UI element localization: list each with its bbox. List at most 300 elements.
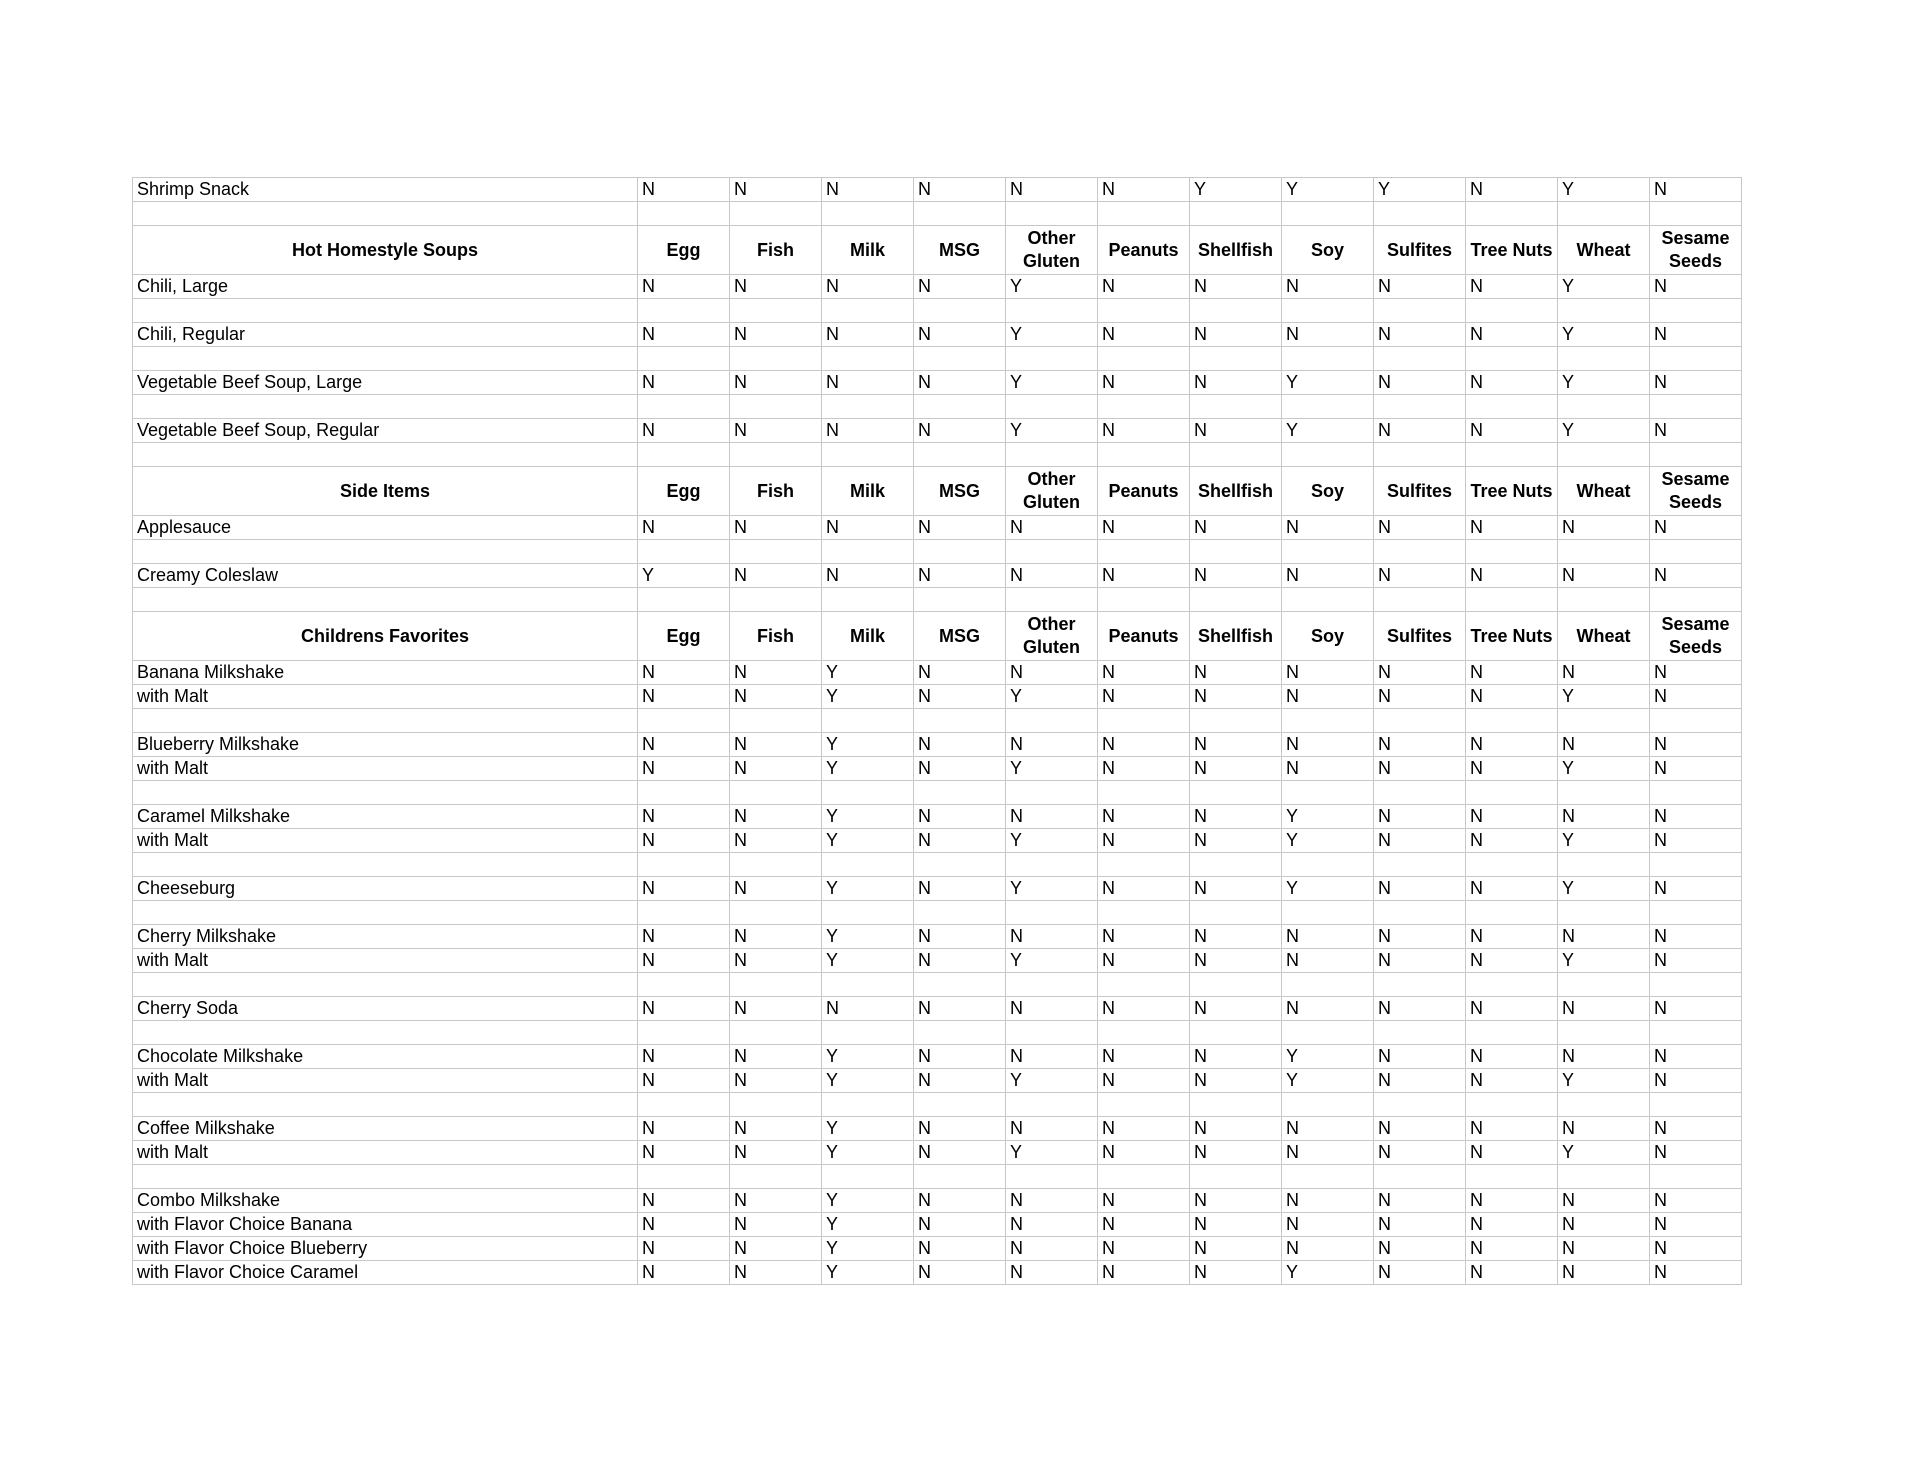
allergen-value: N bbox=[1098, 925, 1190, 949]
empty-cell bbox=[1650, 347, 1742, 371]
allergen-value: N bbox=[1282, 661, 1374, 685]
empty-cell bbox=[1006, 588, 1098, 612]
empty-cell bbox=[1006, 1165, 1098, 1189]
spacer-row bbox=[133, 901, 1742, 925]
allergen-value: N bbox=[914, 1045, 1006, 1069]
allergen-value: N bbox=[1190, 371, 1282, 395]
allergen-value: N bbox=[1006, 516, 1098, 540]
allergen-value: Y bbox=[1558, 757, 1650, 781]
allergen-value: N bbox=[914, 1261, 1006, 1285]
allergen-value: Y bbox=[822, 1189, 914, 1213]
empty-cell bbox=[133, 395, 638, 419]
allergen-value: N bbox=[1466, 685, 1558, 709]
allergen-value: N bbox=[638, 1045, 730, 1069]
allergen-value: N bbox=[638, 661, 730, 685]
allergen-value: N bbox=[1006, 925, 1098, 949]
empty-cell bbox=[730, 395, 822, 419]
allergen-value: N bbox=[1466, 925, 1558, 949]
item-name: Combo Milkshake bbox=[133, 1189, 638, 1213]
allergen-value: N bbox=[1650, 733, 1742, 757]
allergen-value: N bbox=[1098, 1261, 1190, 1285]
allergen-value: N bbox=[1098, 1213, 1190, 1237]
spacer-row bbox=[133, 443, 1742, 467]
allergen-header: Other Gluten bbox=[1006, 612, 1098, 661]
table-row bbox=[133, 1261, 1742, 1285]
allergen-value: Y bbox=[822, 757, 914, 781]
allergen-value: Y bbox=[822, 1069, 914, 1093]
empty-cell bbox=[1650, 853, 1742, 877]
empty-cell bbox=[638, 781, 730, 805]
allergen-value: N bbox=[1374, 275, 1466, 299]
allergen-value: N bbox=[914, 275, 1006, 299]
allergen-value: Y bbox=[822, 733, 914, 757]
allergen-value: N bbox=[1374, 925, 1466, 949]
allergen-value: N bbox=[822, 323, 914, 347]
empty-cell bbox=[1466, 901, 1558, 925]
allergen-value: N bbox=[822, 516, 914, 540]
allergen-value: N bbox=[1190, 564, 1282, 588]
allergen-value: N bbox=[1098, 661, 1190, 685]
item-name: Blueberry Milkshake bbox=[133, 733, 638, 757]
allergen-value: N bbox=[638, 685, 730, 709]
empty-cell bbox=[914, 540, 1006, 564]
allergen-value: N bbox=[1650, 1069, 1742, 1093]
allergen-value: N bbox=[914, 178, 1006, 202]
allergen-value: N bbox=[1650, 371, 1742, 395]
empty-cell bbox=[133, 443, 638, 467]
allergen-value: N bbox=[822, 419, 914, 443]
section-header-row bbox=[133, 467, 1742, 516]
allergen-value: N bbox=[1098, 877, 1190, 901]
allergen-value: N bbox=[1006, 564, 1098, 588]
allergen-value: N bbox=[1650, 323, 1742, 347]
empty-cell bbox=[1006, 709, 1098, 733]
empty-cell bbox=[1466, 853, 1558, 877]
allergen-value: N bbox=[1006, 1261, 1098, 1285]
allergen-value: Y bbox=[1282, 371, 1374, 395]
allergen-value: N bbox=[1190, 829, 1282, 853]
allergen-value: N bbox=[730, 564, 822, 588]
allergen-value: Y bbox=[1006, 757, 1098, 781]
item-name: with Malt bbox=[133, 685, 638, 709]
allergen-value: N bbox=[730, 925, 822, 949]
allergen-value: N bbox=[1374, 829, 1466, 853]
section-header-row bbox=[133, 612, 1742, 661]
allergen-value: Y bbox=[1282, 1261, 1374, 1285]
empty-cell bbox=[730, 1021, 822, 1045]
allergen-value: N bbox=[1650, 925, 1742, 949]
allergen-value: N bbox=[1650, 275, 1742, 299]
allergen-value: N bbox=[1190, 877, 1282, 901]
allergen-value: Y bbox=[822, 685, 914, 709]
allergen-value: N bbox=[1650, 877, 1742, 901]
allergen-value: N bbox=[1282, 275, 1374, 299]
allergen-value: N bbox=[1558, 925, 1650, 949]
allergen-value: Y bbox=[1282, 419, 1374, 443]
empty-cell bbox=[1098, 540, 1190, 564]
empty-cell bbox=[1006, 1093, 1098, 1117]
empty-cell bbox=[1190, 781, 1282, 805]
allergen-value: Y bbox=[1006, 1069, 1098, 1093]
empty-cell bbox=[1098, 395, 1190, 419]
empty-cell bbox=[1098, 901, 1190, 925]
allergen-value: N bbox=[1650, 564, 1742, 588]
empty-cell bbox=[133, 588, 638, 612]
allergen-value: Y bbox=[1282, 1069, 1374, 1093]
item-name: Caramel Milkshake bbox=[133, 805, 638, 829]
allergen-value: N bbox=[1374, 1069, 1466, 1093]
allergen-header: Milk bbox=[822, 226, 914, 275]
allergen-value: Y bbox=[822, 1261, 914, 1285]
allergen-value: N bbox=[1466, 1117, 1558, 1141]
empty-cell bbox=[1650, 443, 1742, 467]
allergen-value: N bbox=[822, 564, 914, 588]
allergen-value: N bbox=[1006, 178, 1098, 202]
allergen-value: Y bbox=[822, 1141, 914, 1165]
empty-cell bbox=[638, 901, 730, 925]
table-row bbox=[133, 564, 1742, 588]
allergen-value: N bbox=[1006, 805, 1098, 829]
empty-cell bbox=[1650, 540, 1742, 564]
empty-cell bbox=[1282, 540, 1374, 564]
allergen-value: N bbox=[1558, 564, 1650, 588]
table-row bbox=[133, 685, 1742, 709]
empty-cell bbox=[730, 781, 822, 805]
allergen-value: N bbox=[1098, 1117, 1190, 1141]
allergen-value: N bbox=[1374, 516, 1466, 540]
allergen-value: N bbox=[730, 1261, 822, 1285]
allergen-value: N bbox=[1282, 733, 1374, 757]
allergen-value: N bbox=[1558, 1213, 1650, 1237]
empty-cell bbox=[638, 202, 730, 226]
empty-cell bbox=[133, 1165, 638, 1189]
empty-cell bbox=[1190, 588, 1282, 612]
allergen-value: N bbox=[1374, 1261, 1466, 1285]
empty-cell bbox=[1374, 853, 1466, 877]
allergen-value: N bbox=[1466, 1213, 1558, 1237]
allergen-value: N bbox=[638, 1189, 730, 1213]
allergen-value: N bbox=[638, 949, 730, 973]
allergen-value: N bbox=[1650, 805, 1742, 829]
empty-cell bbox=[1282, 901, 1374, 925]
item-name: with Flavor Choice Blueberry bbox=[133, 1237, 638, 1261]
allergen-value: N bbox=[914, 733, 1006, 757]
empty-cell bbox=[1190, 540, 1282, 564]
empty-cell bbox=[914, 1021, 1006, 1045]
allergen-value: N bbox=[914, 1213, 1006, 1237]
empty-cell bbox=[1006, 443, 1098, 467]
allergen-value: N bbox=[638, 323, 730, 347]
empty-cell bbox=[1558, 395, 1650, 419]
section-header-row bbox=[133, 226, 1742, 275]
empty-cell bbox=[638, 299, 730, 323]
empty-cell bbox=[730, 540, 822, 564]
allergen-value: N bbox=[1466, 733, 1558, 757]
allergen-value: N bbox=[1282, 757, 1374, 781]
allergen-value: N bbox=[1098, 1141, 1190, 1165]
table-row bbox=[133, 1213, 1742, 1237]
allergen-value: N bbox=[730, 805, 822, 829]
allergen-value: N bbox=[914, 1189, 1006, 1213]
allergen-value: N bbox=[1098, 323, 1190, 347]
allergen-value: N bbox=[914, 661, 1006, 685]
empty-cell bbox=[1466, 202, 1558, 226]
empty-cell bbox=[1098, 1165, 1190, 1189]
allergen-value: N bbox=[638, 1117, 730, 1141]
allergen-value: Y bbox=[1006, 323, 1098, 347]
empty-cell bbox=[1558, 1021, 1650, 1045]
allergen-value: N bbox=[1374, 661, 1466, 685]
empty-cell bbox=[1466, 1021, 1558, 1045]
item-name: Cherry Milkshake bbox=[133, 925, 638, 949]
empty-cell bbox=[1006, 395, 1098, 419]
allergen-value: Y bbox=[638, 564, 730, 588]
empty-cell bbox=[1098, 588, 1190, 612]
empty-cell bbox=[1650, 202, 1742, 226]
allergen-value: N bbox=[1558, 1261, 1650, 1285]
item-name: with Malt bbox=[133, 1141, 638, 1165]
item-name: Cheeseburg bbox=[133, 877, 638, 901]
empty-cell bbox=[822, 709, 914, 733]
empty-cell bbox=[1558, 1093, 1650, 1117]
empty-cell bbox=[730, 299, 822, 323]
allergen-value: Y bbox=[1006, 877, 1098, 901]
allergen-value: N bbox=[1282, 323, 1374, 347]
item-name: with Malt bbox=[133, 1069, 638, 1093]
empty-cell bbox=[1558, 901, 1650, 925]
empty-cell bbox=[822, 588, 914, 612]
allergen-value: N bbox=[638, 757, 730, 781]
empty-cell bbox=[638, 709, 730, 733]
allergen-value: N bbox=[1466, 1141, 1558, 1165]
empty-cell bbox=[1374, 395, 1466, 419]
allergen-value: N bbox=[638, 178, 730, 202]
allergen-value: N bbox=[638, 1261, 730, 1285]
empty-cell bbox=[1558, 1165, 1650, 1189]
allergen-value: N bbox=[1466, 564, 1558, 588]
allergen-value: N bbox=[1650, 1189, 1742, 1213]
table-row bbox=[133, 877, 1742, 901]
allergen-value: N bbox=[730, 1069, 822, 1093]
empty-cell bbox=[638, 973, 730, 997]
allergen-value: N bbox=[1650, 757, 1742, 781]
allergen-value: N bbox=[1374, 1045, 1466, 1069]
empty-cell bbox=[1190, 901, 1282, 925]
allergen-value: N bbox=[1374, 1141, 1466, 1165]
empty-cell bbox=[1466, 781, 1558, 805]
allergen-value: N bbox=[730, 1237, 822, 1261]
allergen-header: Peanuts bbox=[1098, 467, 1190, 516]
spacer-row bbox=[133, 299, 1742, 323]
empty-cell bbox=[730, 853, 822, 877]
allergen-value: N bbox=[914, 997, 1006, 1021]
allergen-header: MSG bbox=[914, 467, 1006, 516]
empty-cell bbox=[914, 299, 1006, 323]
allergen-value: N bbox=[1374, 949, 1466, 973]
allergen-header: Soy bbox=[1282, 226, 1374, 275]
allergen-value: N bbox=[638, 419, 730, 443]
empty-cell bbox=[1558, 588, 1650, 612]
allergen-value: N bbox=[1466, 419, 1558, 443]
empty-cell bbox=[1374, 709, 1466, 733]
allergen-value: N bbox=[1190, 323, 1282, 347]
empty-cell bbox=[1374, 588, 1466, 612]
item-name: Vegetable Beef Soup, Large bbox=[133, 371, 638, 395]
empty-cell bbox=[1190, 202, 1282, 226]
table-row bbox=[133, 1117, 1742, 1141]
allergen-value: Y bbox=[1006, 829, 1098, 853]
allergen-value: N bbox=[638, 829, 730, 853]
allergen-value: N bbox=[1650, 178, 1742, 202]
table-row bbox=[133, 1069, 1742, 1093]
allergen-value: N bbox=[730, 661, 822, 685]
empty-cell bbox=[1374, 973, 1466, 997]
allergen-value: Y bbox=[1282, 1045, 1374, 1069]
allergen-header: Peanuts bbox=[1098, 226, 1190, 275]
allergen-value: N bbox=[1374, 997, 1466, 1021]
allergen-value: N bbox=[914, 1069, 1006, 1093]
empty-cell bbox=[1558, 709, 1650, 733]
empty-cell bbox=[133, 1093, 638, 1117]
empty-cell bbox=[638, 347, 730, 371]
allergen-value: Y bbox=[1006, 949, 1098, 973]
allergen-header: Egg bbox=[638, 467, 730, 516]
allergen-value: N bbox=[1098, 997, 1190, 1021]
table-row bbox=[133, 997, 1742, 1021]
allergen-header: Sesame Seeds bbox=[1650, 467, 1742, 516]
empty-cell bbox=[1006, 781, 1098, 805]
empty-cell bbox=[1006, 540, 1098, 564]
allergen-value: Y bbox=[1558, 877, 1650, 901]
allergen-value: N bbox=[1466, 1261, 1558, 1285]
spacer-row bbox=[133, 853, 1742, 877]
empty-cell bbox=[1098, 202, 1190, 226]
allergen-header: Egg bbox=[638, 612, 730, 661]
allergen-value: N bbox=[1190, 419, 1282, 443]
empty-cell bbox=[1006, 973, 1098, 997]
empty-cell bbox=[638, 1165, 730, 1189]
allergen-value: N bbox=[822, 275, 914, 299]
allergen-table-body bbox=[133, 178, 1742, 1285]
allergen-value: N bbox=[1466, 757, 1558, 781]
empty-cell bbox=[1558, 299, 1650, 323]
allergen-value: N bbox=[1006, 1213, 1098, 1237]
allergen-value: N bbox=[1190, 757, 1282, 781]
allergen-value: N bbox=[1466, 1069, 1558, 1093]
allergen-value: N bbox=[638, 516, 730, 540]
table-row bbox=[133, 516, 1742, 540]
allergen-value: N bbox=[914, 829, 1006, 853]
empty-cell bbox=[914, 901, 1006, 925]
allergen-value: N bbox=[638, 877, 730, 901]
allergen-value: Y bbox=[822, 1213, 914, 1237]
empty-cell bbox=[914, 443, 1006, 467]
allergen-value: Y bbox=[1558, 371, 1650, 395]
empty-cell bbox=[1282, 588, 1374, 612]
allergen-header: Fish bbox=[730, 226, 822, 275]
empty-cell bbox=[1282, 1021, 1374, 1045]
allergen-table bbox=[132, 177, 1742, 1285]
table-row bbox=[133, 829, 1742, 853]
empty-cell bbox=[730, 1093, 822, 1117]
empty-cell bbox=[914, 1093, 1006, 1117]
item-name: with Flavor Choice Caramel bbox=[133, 1261, 638, 1285]
empty-cell bbox=[1650, 588, 1742, 612]
empty-cell bbox=[1466, 709, 1558, 733]
allergen-value: N bbox=[1190, 1045, 1282, 1069]
empty-cell bbox=[133, 202, 638, 226]
allergen-value: N bbox=[914, 757, 1006, 781]
empty-cell bbox=[1466, 973, 1558, 997]
empty-cell bbox=[1282, 443, 1374, 467]
allergen-value: N bbox=[1466, 275, 1558, 299]
allergen-value: N bbox=[730, 877, 822, 901]
allergen-value: N bbox=[1098, 757, 1190, 781]
empty-cell bbox=[730, 709, 822, 733]
allergen-value: N bbox=[1374, 1213, 1466, 1237]
item-name: Banana Milkshake bbox=[133, 661, 638, 685]
empty-cell bbox=[822, 299, 914, 323]
empty-cell bbox=[1282, 973, 1374, 997]
table-row bbox=[133, 1189, 1742, 1213]
empty-cell bbox=[1282, 781, 1374, 805]
allergen-value: N bbox=[1006, 1237, 1098, 1261]
table-row bbox=[133, 1141, 1742, 1165]
empty-cell bbox=[1282, 853, 1374, 877]
allergen-value: N bbox=[914, 564, 1006, 588]
allergen-value: N bbox=[1098, 178, 1190, 202]
allergen-value: N bbox=[638, 1237, 730, 1261]
allergen-value: N bbox=[1558, 805, 1650, 829]
allergen-value: N bbox=[1282, 1189, 1374, 1213]
allergen-value: N bbox=[1190, 1117, 1282, 1141]
allergen-value: N bbox=[1006, 661, 1098, 685]
allergen-value: N bbox=[1466, 805, 1558, 829]
empty-cell bbox=[1650, 299, 1742, 323]
allergen-value: N bbox=[638, 275, 730, 299]
allergen-value: N bbox=[1558, 997, 1650, 1021]
empty-cell bbox=[1190, 299, 1282, 323]
spacer-row bbox=[133, 1021, 1742, 1045]
allergen-value: N bbox=[638, 1141, 730, 1165]
empty-cell bbox=[1190, 709, 1282, 733]
table-row bbox=[133, 1237, 1742, 1261]
allergen-value: N bbox=[1558, 733, 1650, 757]
spacer-row bbox=[133, 202, 1742, 226]
empty-cell bbox=[914, 781, 1006, 805]
allergen-value: N bbox=[1098, 1045, 1190, 1069]
table-row bbox=[133, 925, 1742, 949]
empty-cell bbox=[1466, 588, 1558, 612]
empty-cell bbox=[822, 202, 914, 226]
allergen-value: N bbox=[1098, 733, 1190, 757]
empty-cell bbox=[914, 588, 1006, 612]
allergen-value: N bbox=[1190, 685, 1282, 709]
allergen-value: N bbox=[1374, 419, 1466, 443]
allergen-value: N bbox=[1098, 829, 1190, 853]
empty-cell bbox=[638, 1021, 730, 1045]
allergen-value: Y bbox=[1558, 275, 1650, 299]
empty-cell bbox=[914, 853, 1006, 877]
spacer-row bbox=[133, 973, 1742, 997]
empty-cell bbox=[133, 299, 638, 323]
allergen-value: N bbox=[730, 685, 822, 709]
item-name: Chili, Regular bbox=[133, 323, 638, 347]
allergen-value: N bbox=[1006, 997, 1098, 1021]
spacer-row bbox=[133, 588, 1742, 612]
allergen-value: Y bbox=[1006, 371, 1098, 395]
empty-cell bbox=[1098, 709, 1190, 733]
